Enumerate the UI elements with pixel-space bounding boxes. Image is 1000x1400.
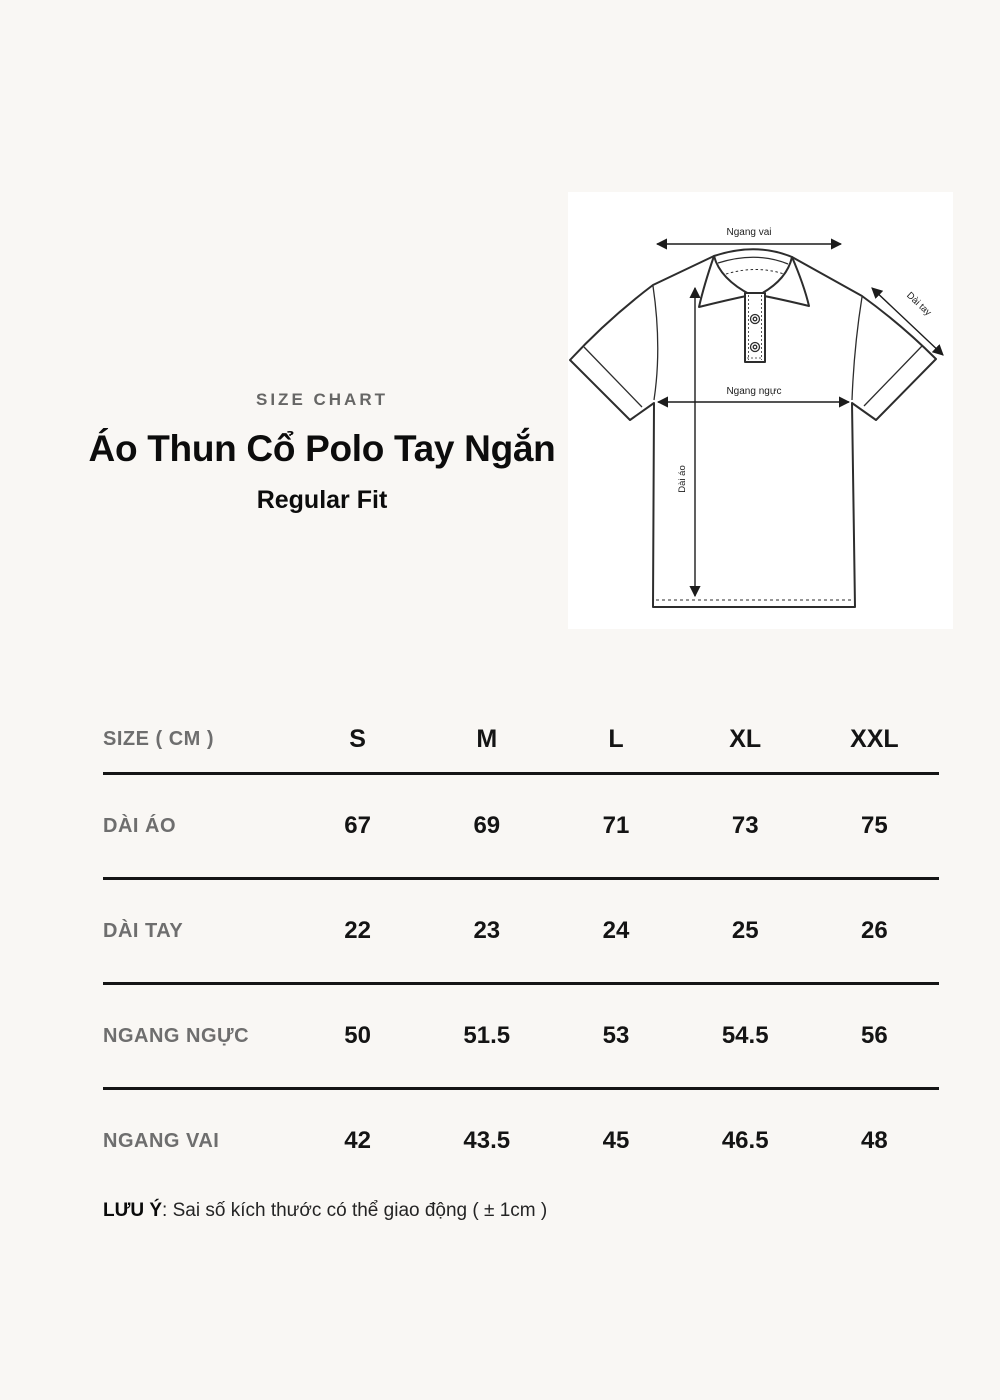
note-text: : Sai số kích thước có thể giao động ( ± 1cm ): [162, 1200, 548, 1221]
measurement-label: NGANG VAI: [103, 1129, 220, 1152]
size-unit-label: SIZE ( CM ): [103, 727, 215, 750]
size-column-xl: XL: [729, 724, 762, 753]
measurement-label: NGANG NGỰC: [103, 1024, 250, 1047]
measurement-value: 43.5: [463, 1127, 511, 1154]
table-row-chest-width: [103, 985, 939, 1090]
tolerance-note: [103, 1200, 547, 1222]
fit-subtitle: Regular Fit: [256, 486, 388, 514]
diagram-label-shoulder-width: Ngang vai: [726, 227, 772, 238]
measurement-value: 24: [602, 917, 630, 944]
size-table: [103, 706, 939, 1192]
intro-block: [58, 390, 586, 515]
measurement-value: 75: [861, 812, 888, 839]
measurement-label: DÀI ÁO: [103, 814, 176, 837]
measurement-value: 48: [861, 1127, 888, 1154]
measurement-value: 26: [861, 917, 888, 944]
measurement-value: 42: [344, 1127, 371, 1154]
diagram-label-shirt-length: Dài áo: [677, 465, 688, 493]
measurement-value: 23: [473, 917, 501, 944]
measurement-value: 71: [602, 812, 630, 839]
measurement-value: 51.5: [463, 1022, 511, 1049]
measurement-value: 69: [473, 812, 501, 839]
size-column-s: S: [349, 724, 366, 753]
measurement-value: 25: [731, 917, 759, 944]
size-table-header-row: [103, 706, 939, 775]
measurement-value: 50: [344, 1022, 371, 1049]
table-row-shirt-length: [103, 775, 939, 880]
measurement-label: DÀI TAY: [103, 919, 184, 942]
measurement-value: 22: [344, 917, 371, 944]
page-title: Áo Thun Cổ Polo Tay Ngắn: [88, 428, 556, 469]
diagram-label-chest-width: Ngang ngực: [726, 386, 782, 397]
measurement-diagram-panel: [568, 192, 953, 629]
polo-shirt-diagram: [568, 192, 953, 629]
eyebrow-label: SIZE CHART: [256, 390, 388, 409]
size-column-xxl: XXL: [850, 724, 899, 753]
table-row-shoulder-width: [103, 1090, 939, 1192]
measurement-value: 45: [602, 1127, 630, 1154]
measurement-value: 73: [731, 812, 759, 839]
diagram-label-sleeve-length: Dài tay: [904, 290, 934, 319]
size-column-l: L: [608, 724, 624, 753]
measurement-value: 53: [602, 1022, 630, 1049]
note-label: LƯU Ý: [103, 1200, 163, 1221]
measurement-value: 54.5: [721, 1022, 769, 1049]
table-row-sleeve-length: [103, 880, 939, 985]
measurement-value: 46.5: [721, 1127, 769, 1154]
size-column-m: M: [476, 724, 498, 753]
measurement-value: 56: [861, 1022, 888, 1049]
measurement-value: 67: [344, 812, 371, 839]
